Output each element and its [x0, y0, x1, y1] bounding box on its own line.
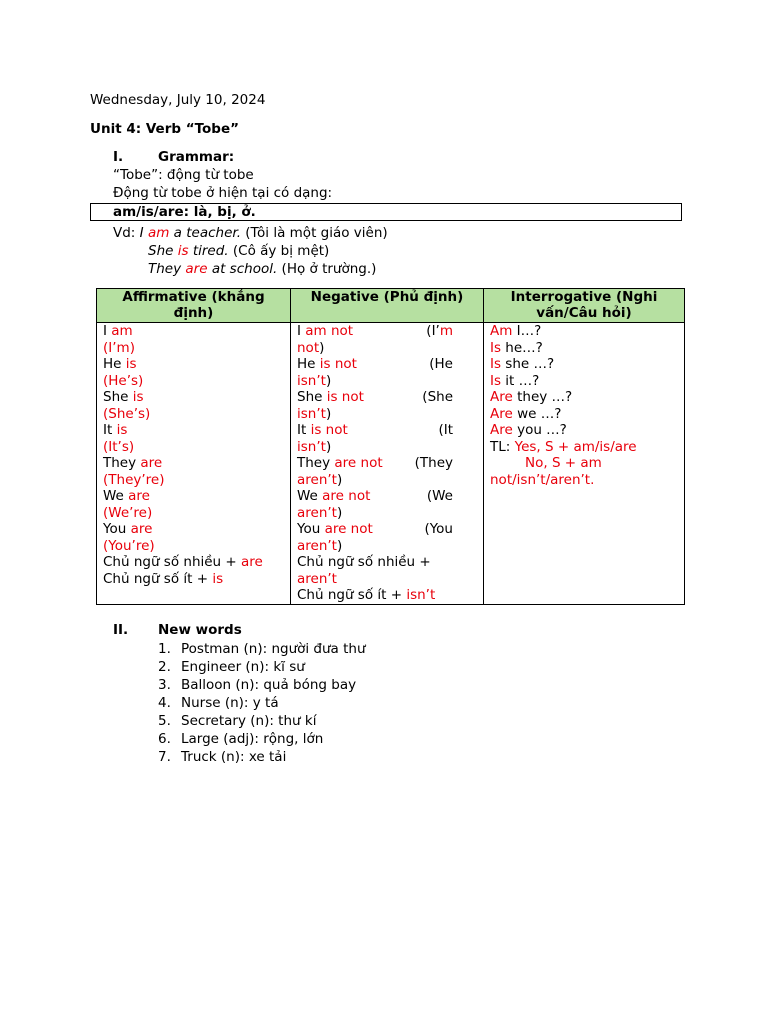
affirmative-subject: Chủ ngữ số nhiều + — [103, 554, 242, 570]
affirmative-verb: (They’re) — [103, 471, 165, 488]
list-item — [158, 640, 366, 658]
negative-rule-singular-verb: isn’t — [406, 587, 436, 603]
negative-subject: It — [297, 422, 311, 438]
affirmative-verb: (It’s) — [103, 438, 135, 455]
interrogative-rest: she …? — [501, 356, 555, 372]
negative-form — [297, 455, 383, 472]
example-2 — [148, 243, 329, 259]
negative-line — [297, 373, 477, 390]
affirmative-verb: (I’m) — [103, 339, 135, 356]
affirmative-verb: (You’re) — [103, 537, 155, 554]
affirmative-verb: (We’re) — [103, 504, 153, 521]
header-affirmative: Affirmative (khẳng định) — [97, 289, 291, 323]
interrogative-rest: they …? — [512, 389, 573, 405]
item-text: Truck (n): xe tải — [181, 749, 287, 765]
item-text: Balloon (n): quả bóng bay — [181, 677, 357, 693]
affirmative-verb: is — [125, 356, 137, 372]
grammar-line-1: “Tobe”: động từ tobe — [113, 167, 254, 183]
affirmative-line — [103, 422, 284, 439]
negative-line — [297, 356, 477, 373]
list-item — [158, 676, 366, 694]
contraction-open: (We — [426, 488, 453, 504]
tobe-forms-text: am/is/are: là, bị, ở. — [113, 204, 256, 220]
negative-line — [297, 439, 477, 456]
interrogative-line — [490, 406, 678, 423]
negative-verb: is not — [310, 422, 348, 438]
table-header-row — [97, 289, 685, 323]
item-text: Secretary (n): thư kí — [181, 713, 317, 729]
contraction-close: ) — [336, 471, 343, 488]
negative-form — [297, 356, 357, 373]
contraction-open: (I’ — [426, 323, 440, 339]
affirmative-line — [103, 538, 284, 555]
negative-verb: are not — [334, 455, 383, 471]
new-words-numeral: II. — [113, 622, 129, 638]
contraction-form: aren’t — [297, 471, 337, 488]
affirmative-subject: We — [103, 488, 129, 504]
negative-line — [297, 389, 477, 406]
affirmative-subject: She — [103, 389, 133, 405]
affirmative-verb: am — [111, 323, 133, 339]
grammar-numeral: I. — [113, 149, 124, 165]
answer-no: No, S + am — [525, 455, 602, 471]
negative-verb: is not — [319, 356, 357, 372]
item-number: 4. — [158, 695, 171, 711]
interrogative-verb: Is — [490, 339, 502, 356]
negative-line — [297, 455, 477, 472]
item-text: Engineer (n): kĩ sư — [181, 659, 305, 675]
item-number: 5. — [158, 713, 171, 729]
negative-verb: is not — [326, 389, 364, 405]
example-rest: at school. — [207, 261, 278, 277]
negative-subject: He — [297, 356, 320, 372]
item-number: 6. — [158, 731, 171, 747]
interrogative-line — [490, 340, 678, 357]
contraction-form: isn’t — [297, 438, 326, 455]
header-interrogative: Interrogative (Nghi vấn/Câu hỏi) — [484, 289, 685, 323]
example-rest: a teacher. — [169, 225, 241, 241]
negative-rule-plural-verb: aren’t — [297, 570, 337, 587]
document-date: Wednesday, July 10, 2024 — [90, 92, 266, 108]
negative-rule-singular-text: Chủ ngữ số ít + — [297, 587, 407, 603]
negative-line — [297, 406, 477, 423]
contraction-open: (He — [429, 356, 453, 372]
item-number: 7. — [158, 749, 171, 765]
negative-form — [297, 422, 348, 439]
answer-line — [490, 439, 678, 456]
affirmative-line — [103, 373, 284, 390]
example-verb: am — [147, 225, 170, 241]
affirmative-line — [103, 571, 284, 588]
contraction-form: isn’t — [297, 372, 326, 389]
negative-contraction — [422, 389, 477, 406]
negative-form — [297, 323, 353, 340]
affirmative-line — [103, 389, 284, 406]
negative-contraction — [424, 521, 477, 538]
contraction-form: not — [297, 339, 320, 356]
negative-verb: are not — [324, 521, 373, 537]
affirmative-subject: They — [103, 455, 141, 471]
list-item — [158, 748, 366, 766]
interrogative-line — [490, 356, 678, 373]
interrogative-verb: Is — [490, 356, 502, 372]
answer-prefix: TL: — [490, 438, 515, 455]
example-verb: is — [177, 243, 189, 259]
item-text: Large (adj): rộng, lớn — [181, 731, 324, 747]
affirmative-line — [103, 455, 284, 472]
affirmative-verb: is — [116, 422, 128, 438]
new-words-list — [158, 640, 366, 766]
example-gloss: (Họ ở trường.) — [277, 261, 377, 277]
affirmative-line — [103, 406, 284, 423]
negative-verb: are not — [322, 488, 371, 504]
negative-rule-plural: Chủ ngữ số nhiều + — [297, 554, 431, 570]
contraction-open: (You — [424, 521, 453, 537]
item-text: Postman (n): người đưa thư — [181, 641, 366, 657]
negative-line — [297, 538, 477, 555]
negative-line — [297, 521, 477, 538]
negative-subject: I — [297, 323, 306, 339]
negative-contraction — [429, 356, 477, 373]
contraction-close: ) — [336, 537, 343, 554]
list-item — [158, 712, 366, 730]
contraction-form: isn’t — [297, 405, 326, 422]
grammar-table — [96, 288, 685, 605]
negative-line — [297, 323, 477, 340]
affirmative-verb: are — [241, 554, 263, 570]
negative-contraction — [427, 488, 477, 505]
affirmative-subject: You — [103, 521, 131, 537]
contraction-red: m — [439, 323, 453, 339]
interrogative-line — [490, 422, 678, 439]
affirmative-line — [103, 554, 284, 571]
item-number: 3. — [158, 677, 171, 693]
affirmative-line — [103, 488, 284, 505]
interrogative-rest: he…? — [501, 339, 543, 356]
interrogative-verb: Is — [490, 372, 502, 389]
contraction-open: (She — [422, 389, 453, 405]
negative-subject: You — [297, 521, 325, 537]
affirmative-subject: Chủ ngữ số ít + — [103, 570, 213, 587]
interrogative-rest: it …? — [501, 372, 540, 389]
negative-subject: They — [297, 455, 335, 471]
negative-subject: She — [297, 389, 327, 405]
negative-form — [297, 488, 370, 505]
affirmative-verb: are — [130, 521, 153, 537]
contraction-close: ) — [319, 339, 325, 356]
negative-line — [297, 488, 477, 505]
example-gloss: (Tôi là một giáo viên) — [241, 225, 388, 241]
example-rest: tired. — [188, 243, 229, 259]
contraction-open: (It — [438, 422, 453, 438]
affirmative-verb: (She’s) — [103, 405, 151, 422]
affirmative-subject: It — [103, 422, 117, 438]
affirmative-verb: are — [140, 455, 163, 471]
contraction-form: aren’t — [297, 537, 337, 554]
interrogative-verb: Am — [490, 323, 513, 339]
item-number: 2. — [158, 659, 171, 675]
interrogative-rest: I…? — [512, 323, 542, 339]
example-verb: are — [185, 261, 208, 277]
interrogative-verb: Are — [490, 422, 513, 438]
negative-contraction — [438, 422, 477, 439]
interrogative-verb: Are — [490, 405, 513, 422]
interrogative-line — [490, 373, 678, 390]
contraction-form: aren’t — [297, 504, 337, 521]
affirmative-line — [103, 356, 284, 373]
contraction-close: ) — [325, 405, 332, 422]
example-subject: She — [148, 243, 178, 259]
example-1 — [113, 225, 388, 241]
new-words-heading: New words — [158, 622, 242, 638]
interrogative-cell — [484, 323, 685, 605]
negative-line — [297, 472, 477, 489]
example-subject: They — [148, 261, 186, 277]
interrogative-line — [490, 323, 678, 340]
grammar-line-2: Động từ tobe ở hiện tại có dạng: — [113, 185, 333, 201]
affirmative-line — [103, 472, 284, 489]
affirmative-line — [103, 439, 284, 456]
list-item — [158, 694, 366, 712]
contraction-close: ) — [336, 504, 343, 521]
interrogative-line — [490, 389, 678, 406]
list-item — [158, 658, 366, 676]
affirmative-verb: is — [132, 389, 144, 405]
negative-contraction — [415, 455, 477, 472]
example-3 — [148, 261, 376, 277]
header-negative: Negative (Phủ định) — [291, 289, 484, 323]
affirmative-line — [103, 521, 284, 538]
interrogative-rest: we …? — [512, 405, 562, 422]
affirmative-line — [103, 340, 284, 357]
negative-line — [297, 422, 477, 439]
contraction-open: (They — [414, 455, 453, 471]
negative-form — [297, 521, 373, 538]
interrogative-rest: you …? — [512, 422, 567, 438]
affirmative-verb: is — [212, 570, 224, 587]
negative-verb: am not — [305, 323, 354, 339]
negative-cell — [291, 323, 484, 605]
unit-title: Unit 4: Verb “Tobe” — [90, 121, 239, 137]
example-gloss: (Cô ấy bị mệt) — [228, 243, 330, 259]
affirmative-cell — [97, 323, 291, 605]
affirmative-verb: are — [128, 488, 150, 504]
affirmative-subject: He — [103, 356, 126, 372]
negative-contraction — [426, 323, 477, 340]
item-text: Nurse (n): y tá — [181, 695, 279, 711]
contraction-close: ) — [325, 372, 332, 389]
example-prefix: Vd: — [113, 225, 136, 241]
answer-no-forms: not/isn’t/aren’t. — [490, 471, 595, 488]
item-number: 1. — [158, 641, 171, 657]
affirmative-subject: I — [103, 323, 112, 339]
affirmative-line — [103, 323, 284, 340]
example-subject: I — [139, 225, 148, 241]
grammar-heading: Grammar: — [158, 149, 235, 165]
affirmative-line — [103, 505, 284, 522]
affirmative-verb: (He’s) — [103, 372, 144, 389]
interrogative-verb: Are — [490, 389, 513, 405]
answer-yes: Yes, S + am/is/are — [514, 438, 637, 455]
list-item — [158, 730, 366, 748]
negative-line — [297, 505, 477, 522]
negative-line — [297, 340, 477, 357]
negative-rule-singular — [297, 587, 477, 604]
negative-subject: We — [297, 488, 323, 504]
negative-form — [297, 389, 364, 406]
table-row — [97, 323, 685, 605]
contraction-close: ) — [325, 438, 332, 455]
